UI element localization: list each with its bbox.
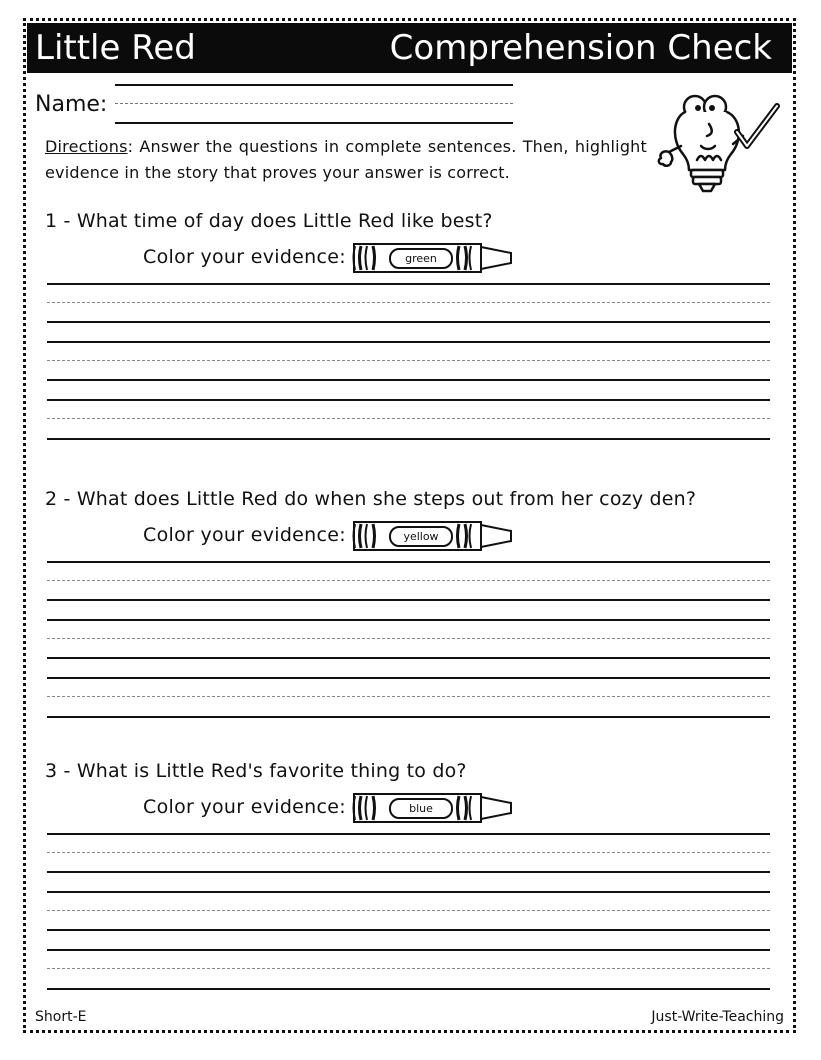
question-2: 2 - What does Little Red do when she steps out from her cozy den?	[45, 488, 697, 510]
evidence-label-1: Color your evidence:	[143, 246, 346, 268]
evidence-label-3: Color your evidence:	[143, 796, 346, 818]
lightbulb-checkmark-icon	[651, 94, 781, 196]
worksheet-title: Little Red	[35, 28, 196, 68]
directions	[45, 134, 647, 186]
evidence-label-2: Color your evidence:	[143, 524, 346, 546]
footer-credit: Just-Write-Teaching	[651, 1009, 784, 1025]
crayon-label: yellow	[389, 526, 453, 547]
crayon-label: blue	[389, 798, 453, 819]
directions-text: : Answer the questions in complete sentences. Then, highlight evidence in the story that proves your answer is correct.	[45, 137, 647, 182]
name-label: Name:	[35, 92, 108, 117]
header-bar	[27, 23, 792, 73]
crayon-blue-icon	[351, 791, 513, 825]
name-field[interactable]	[115, 84, 513, 126]
question-1: 1 - What time of day does Little Red like best?	[45, 210, 493, 232]
crayon-yellow-icon	[351, 519, 513, 553]
directions-label: Directions	[45, 137, 128, 156]
question-3: 3 - What is Little Red's favorite thing to do?	[45, 760, 467, 782]
crayon-green-icon	[351, 241, 513, 275]
worksheet-type: Comprehension Check	[389, 28, 772, 68]
crayon-label: green	[389, 248, 453, 269]
footer-code: Short-E	[35, 1009, 87, 1025]
